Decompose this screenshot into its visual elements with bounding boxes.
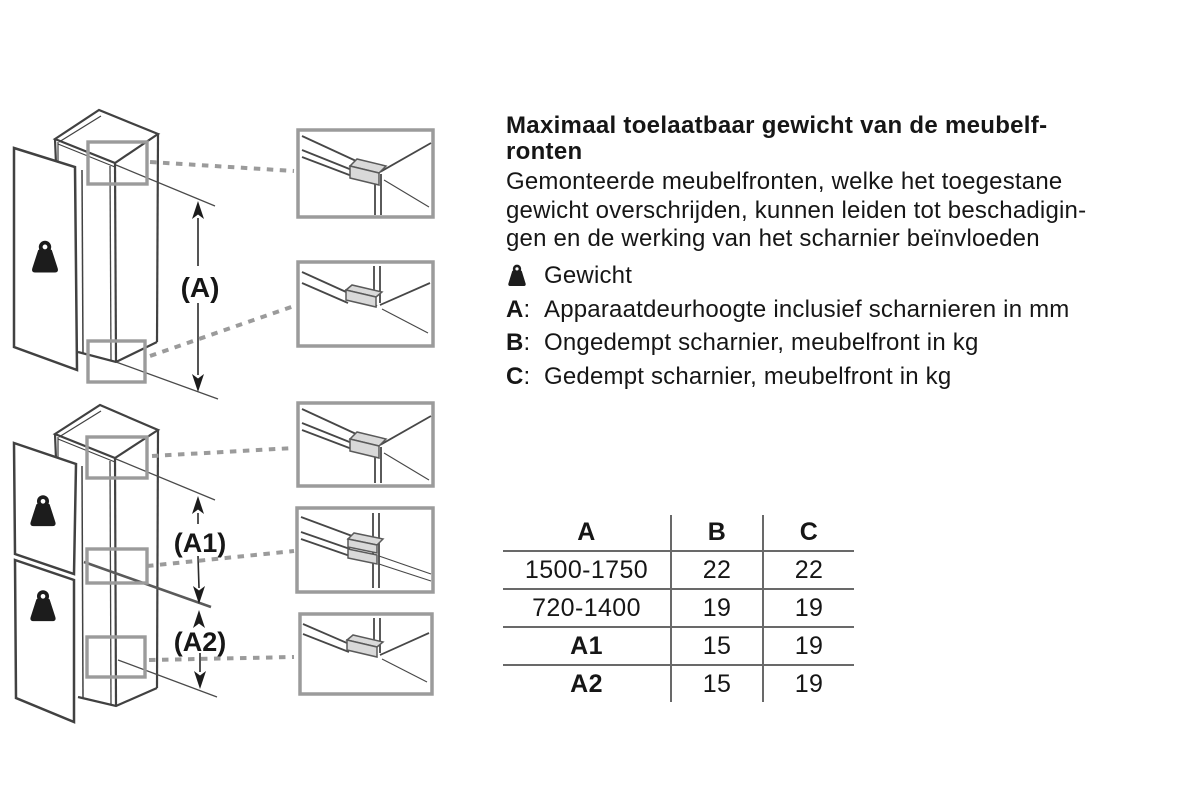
table-cell: 19 [763,589,854,627]
legend-weight-label: Gewicht [544,262,633,289]
table-cell: 19 [671,589,763,627]
legend-row-c [506,360,1196,394]
single-door-unit-diagram [14,110,218,399]
table-header-a: A [503,515,671,551]
table-cell: 15 [671,665,763,702]
legend-key-c: C [506,362,524,390]
hinge-detail-inset-2 [298,262,433,346]
table-cell: 19 [763,627,854,665]
body-line: Gemonteerde meubelfronten, welke het toegestane [506,168,1063,195]
table-cell: A1 [503,627,671,665]
legend-text-b: Ongedempt scharnier, meubelfront in kg [544,329,979,356]
table-header-row [503,515,854,551]
table-row [503,665,854,702]
legend-separator: : [523,295,531,323]
legend-key-a: A [506,295,524,323]
legend-key-b: B [506,329,524,356]
legend-row-b [506,326,1196,360]
table-row [503,589,854,627]
table-header-b: B [671,515,763,551]
table-cell: 22 [671,551,763,589]
dimension-label-a1: (A1) [173,528,227,558]
page-title-line1: Maximaal toelaatbaar gewicht van de meubelf- [506,112,1048,139]
dimension-a1 [174,496,227,604]
table-cell: 720-1400 [503,589,671,627]
hinge-detail-inset-5 [300,614,432,694]
legend-text-c: Gedempt scharnier, meubelfront in kg [544,362,952,390]
hinge-detail-inset-4 [297,508,433,592]
legend-text-a: Apparaatdeurhoogte inclusief scharnieren in mm [544,295,1070,323]
table-row [503,627,854,665]
installation-diagram [0,0,470,808]
table-cell: 15 [671,627,763,665]
table-cell: 1500-1750 [503,551,671,589]
weight-icon [506,260,544,294]
legend [506,259,1196,393]
body-paragraph [506,168,1196,254]
body-line: gen en de werking van het scharnier beïnvloeden [506,225,1040,252]
dimension-label-a2: (A2) [173,627,227,657]
table-cell: A2 [570,669,603,698]
dimension-label-a: (A) [180,272,220,303]
table-row [503,551,854,589]
table-cell: 19 [763,665,854,702]
hinge-detail-inset-1 [298,130,433,217]
dimension-a [181,201,220,392]
legend-separator: : [523,329,531,356]
body-line: gewicht overschrijden, kunnen leiden tot beschadigin- [506,196,1087,224]
legend-row-a [506,293,1196,327]
weight-spec-table [503,515,854,702]
legend-separator: : [523,362,531,390]
page-title [506,113,1196,165]
dimension-a2 [174,610,227,689]
callout-dashed-lines [147,162,294,660]
page-title-line2: ronten [506,138,583,165]
table-cell: 22 [763,551,854,589]
hinge-detail-inset-3 [298,403,433,486]
legend-row-weight [506,259,1196,293]
table-header-c: C [763,515,854,551]
